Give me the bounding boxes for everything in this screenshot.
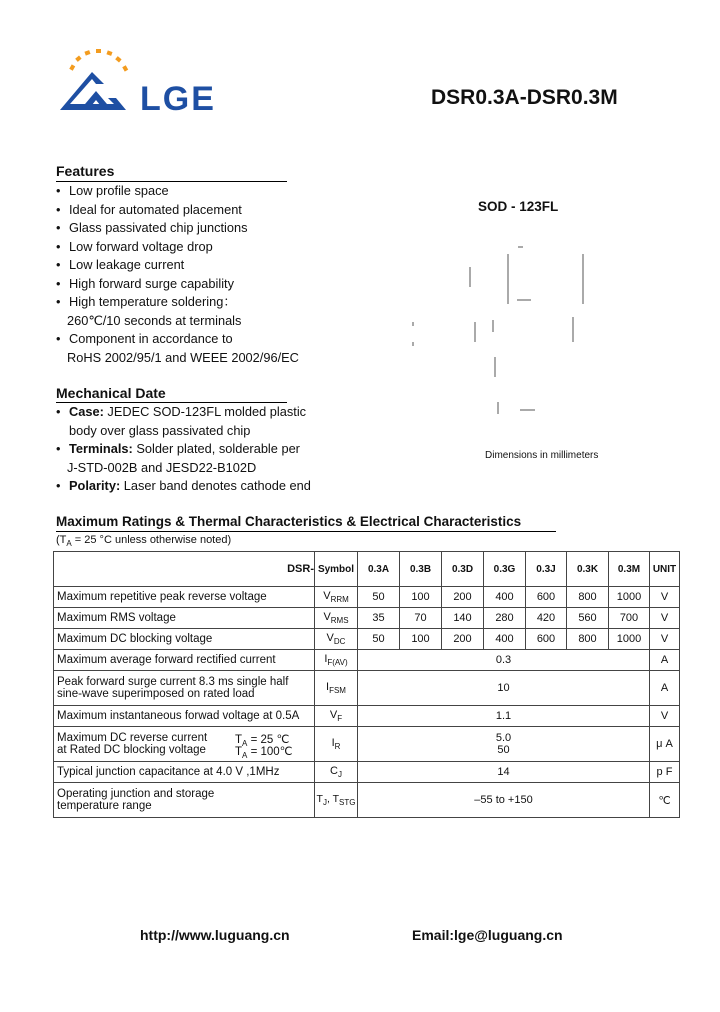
ratings-table bbox=[53, 551, 680, 818]
list-item: • Low leakage current bbox=[56, 256, 299, 275]
list-item-continuation: body over glass passivated chip bbox=[69, 422, 251, 438]
bullet-icon: • bbox=[56, 441, 61, 456]
col-symbol: Symbol bbox=[315, 552, 358, 587]
features-list bbox=[56, 182, 299, 367]
table-row: Maximum DC blocking voltage $V_{DC}$ 50 100 200 400 600 800 1000 V bbox=[54, 629, 680, 650]
bullet-icon: • bbox=[56, 220, 61, 235]
bullet-icon: • bbox=[56, 275, 61, 291]
list-item: • High forward surge capability bbox=[56, 275, 299, 294]
list-item: • Polarity: Laser band denotes cathode end bbox=[56, 477, 311, 496]
bullet-icon: • bbox=[56, 478, 61, 493]
list-item-continuation: RoHS 2002/95/1 and WEEE 2002/96/EC bbox=[67, 349, 299, 365]
list-item: • Glass passivated chip junctions bbox=[56, 219, 299, 238]
col-model: 0.3J bbox=[526, 552, 567, 587]
ratings-note: ($T_A = 25$ °C unless otherwise noted) bbox=[56, 534, 232, 548]
mechanical-list bbox=[56, 403, 311, 496]
list-item-continuation: J-STD-002B and JESD22-B102D bbox=[67, 459, 257, 475]
bullet-icon: • bbox=[56, 404, 61, 419]
ratings-rule bbox=[56, 531, 556, 532]
col-model: 0.3G bbox=[484, 552, 526, 587]
table-row: Typical junction capacitance at 4.0 V ,1MHz $C_J$ 14 p F bbox=[54, 762, 680, 783]
col-series: DSR- bbox=[54, 552, 315, 587]
list-item: • High temperature soldering： bbox=[56, 293, 299, 312]
bullet-icon: • bbox=[56, 238, 61, 254]
list-item: • Ideal for automated placement bbox=[56, 201, 299, 220]
table-row: Maximum RMS voltage $V_{RMS}$ 35 70 140 280 420 560 700 V bbox=[54, 608, 680, 629]
package-name: SOD - 123FL bbox=[478, 199, 559, 214]
email-link[interactable]: Email:lge@luguang.cn bbox=[412, 927, 563, 943]
list-item: • Low profile space bbox=[56, 182, 299, 201]
ratings-title: Maximum Ratings & Thermal Characteristics & Electrical Characteristics bbox=[56, 514, 522, 529]
part-number: DSR0.3A-DSR0.3M bbox=[431, 86, 618, 109]
sun-rays-icon bbox=[69, 49, 128, 72]
table-row: Peak forward surge current 8.3 ms single half sine-wave superimposed on rated load $I_{FSM}$ 10 A bbox=[54, 671, 680, 706]
list-item: • Component in accordance to bbox=[56, 330, 299, 349]
mechanical-title: Mechanical Date bbox=[56, 385, 166, 401]
col-model: 0.3M bbox=[609, 552, 650, 587]
table-header-row bbox=[54, 552, 680, 587]
list-item: • Case: JEDEC SOD-123FL molded plastic bbox=[56, 403, 311, 422]
list-item-continuation: 260℃/10 seconds at terminals bbox=[67, 312, 242, 328]
list-item: • Terminals: Solder plated, solderable per bbox=[56, 440, 311, 459]
table-row: Operating junction and storage temperature range $T_J$, $T_{STG}$ –55 to +150 ℃ bbox=[54, 783, 680, 818]
col-model: 0.3A bbox=[358, 552, 400, 587]
brand-name: LGE bbox=[140, 80, 216, 118]
package-outline-drawing bbox=[405, 232, 605, 432]
bullet-icon: • bbox=[56, 201, 61, 217]
list-item: • Low forward voltage drop bbox=[56, 238, 299, 257]
table-row: Maximum repetitive peak reverse voltage $V_{RRM}$ 50 100 200 400 600 800 1000 V bbox=[54, 587, 680, 608]
features-title: Features bbox=[56, 163, 115, 179]
mountain-icon bbox=[60, 72, 126, 110]
bullet-icon: • bbox=[56, 331, 61, 346]
table-row: Maximum average forward rectified current $I_{F(AV)}$ 0.3 A bbox=[54, 650, 680, 671]
website-link[interactable]: http://www.luguang.cn bbox=[140, 927, 290, 943]
col-model: 0.3K bbox=[567, 552, 609, 587]
col-model: 0.3B bbox=[400, 552, 442, 587]
bullet-icon: • bbox=[56, 294, 61, 309]
bullet-icon: • bbox=[56, 257, 61, 272]
table-row: Maximum instantaneous forwad voltage at 0.5A $V_F$ 1.1 V bbox=[54, 706, 680, 727]
col-model: 0.3D bbox=[442, 552, 484, 587]
bullet-icon: • bbox=[56, 183, 61, 198]
dimensions-note: Dimensions in millimeters bbox=[485, 450, 599, 461]
col-unit: UNIT bbox=[650, 552, 680, 587]
table-row: Maximum DC reverse current $T_A = 25$ ℃ at Rated DC blocking voltage $T_A$ = 100℃ $I_R$ 5.0 50 μ A bbox=[54, 727, 680, 762]
